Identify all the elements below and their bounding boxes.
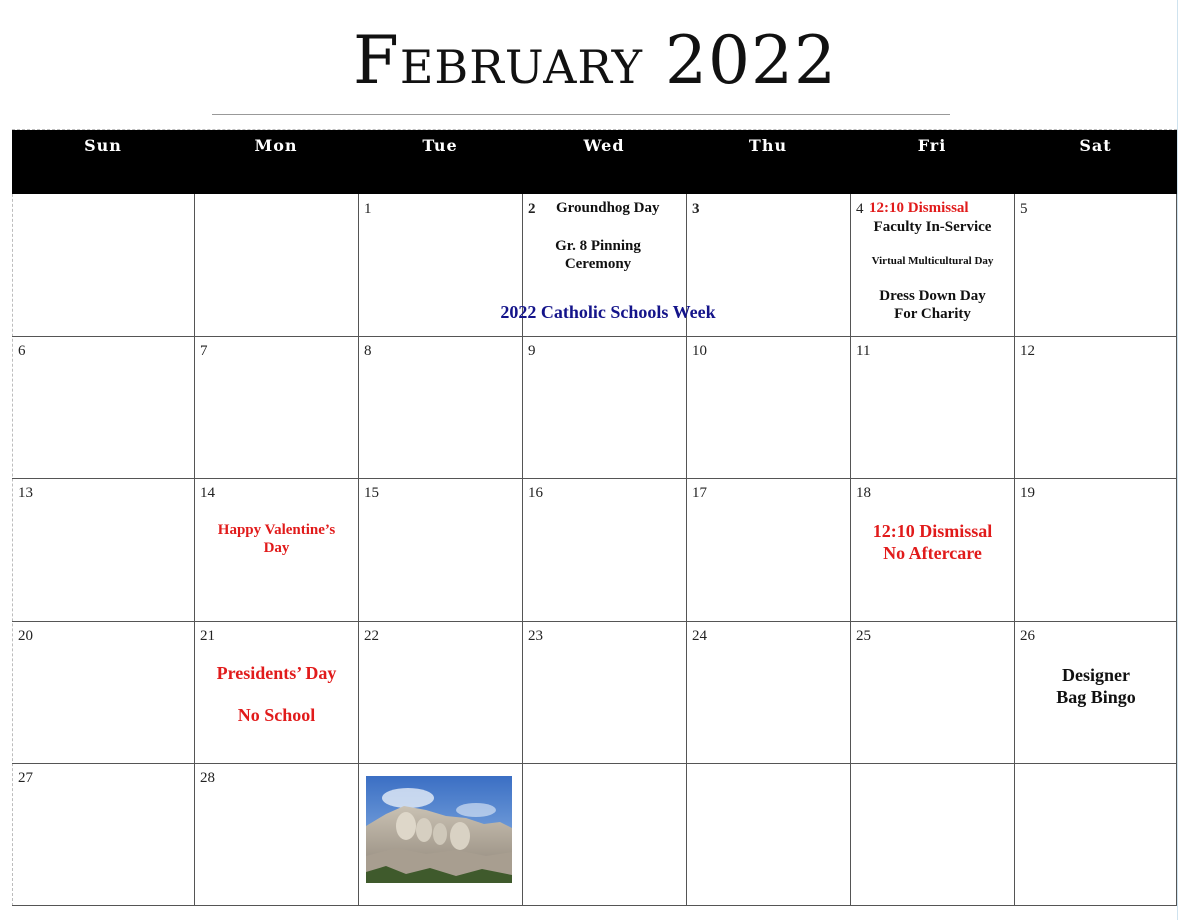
event-dismissal-feb4: 12:10 Dismissal (869, 200, 969, 216)
date-number: 7 (200, 343, 208, 359)
weekday-tue: Tue (422, 136, 458, 155)
date-number: 24 (692, 628, 707, 644)
row-divider (12, 905, 1177, 906)
event-line: Happy Valentine’s (217, 522, 336, 538)
weekday-sun: Sun (84, 136, 122, 155)
page-edge (1177, 0, 1178, 920)
date-number: 11 (856, 343, 871, 359)
date-number: 13 (18, 485, 33, 501)
column-divider (1014, 194, 1015, 906)
calendar-title (0, 22, 1190, 99)
weekday-wed: Wed (583, 136, 625, 155)
title-year: 2022 (665, 22, 837, 99)
date-number: 19 (1020, 485, 1035, 501)
date-number: 18 (856, 485, 871, 501)
row-divider (12, 336, 1177, 337)
date-number: 16 (528, 485, 543, 501)
row-divider (12, 478, 1177, 479)
event-dress-down-day (851, 287, 1014, 323)
event-faculty-inservice: Faculty In-Service (873, 219, 992, 235)
date-number: 12 (1020, 343, 1035, 359)
event-line: Designer (1062, 665, 1130, 685)
weekday-mon: Mon (254, 136, 298, 155)
event-no-school: No School (237, 705, 316, 725)
date-number: 28 (200, 770, 215, 786)
column-divider (686, 194, 687, 906)
date-number: 4 (856, 201, 864, 217)
event-line: For Charity (894, 306, 971, 322)
event-designer-bag-bingo (1015, 664, 1177, 708)
event-presidents-day: Presidents’ Day (216, 663, 337, 683)
date-number: 27 (18, 770, 33, 786)
date-number: 10 (692, 343, 707, 359)
title-divider (212, 114, 950, 115)
date-number: 9 (528, 343, 536, 359)
column-divider (358, 194, 359, 906)
date-number: 17 (692, 485, 707, 501)
date-number: 6 (18, 343, 26, 359)
date-number: 21 (200, 628, 215, 644)
date-number: 20 (18, 628, 33, 644)
event-multicultural-day: Virtual Multicultural Day (871, 255, 994, 267)
date-number: 26 (1020, 628, 1035, 644)
column-divider (522, 194, 523, 906)
event-pinning-ceremony (530, 237, 666, 273)
date-number: 22 (364, 628, 379, 644)
weekday-thu: Thu (748, 136, 788, 155)
event-dismissal-feb18 (851, 520, 1014, 564)
event-line: Bag Bingo (1056, 687, 1136, 707)
date-number: 25 (856, 628, 871, 644)
column-divider (1176, 194, 1177, 906)
event-groundhog-day: Groundhog Day (556, 200, 660, 216)
event-line: Gr. 8 Pinning (555, 238, 641, 254)
date-number: 2 (528, 201, 536, 217)
event-line: Ceremony (564, 256, 632, 272)
event-line: Dress Down Day (879, 288, 986, 304)
row-divider (12, 763, 1177, 764)
weekday-sat: Sat (1079, 136, 1112, 155)
event-valentines-day (195, 521, 358, 557)
event-line: 12:10 Dismissal (872, 521, 993, 541)
date-number: 5 (1020, 201, 1028, 217)
event-line: No Aftercare (883, 543, 982, 563)
date-number: 23 (528, 628, 543, 644)
mount-rushmore-photo (366, 776, 512, 883)
mount-rushmore-image (366, 776, 512, 883)
event-catholic-schools-week: 2022 Catholic Schools Week (500, 302, 716, 322)
date-number: 15 (364, 485, 379, 501)
event-line: Day (263, 540, 290, 556)
weekday-fri: Fri (917, 136, 947, 155)
row-divider (12, 621, 1177, 622)
date-number: 14 (200, 485, 215, 501)
date-number: 8 (364, 343, 372, 359)
date-number: 1 (364, 201, 372, 217)
date-number: 3 (692, 201, 700, 217)
title-month: February (353, 22, 644, 99)
